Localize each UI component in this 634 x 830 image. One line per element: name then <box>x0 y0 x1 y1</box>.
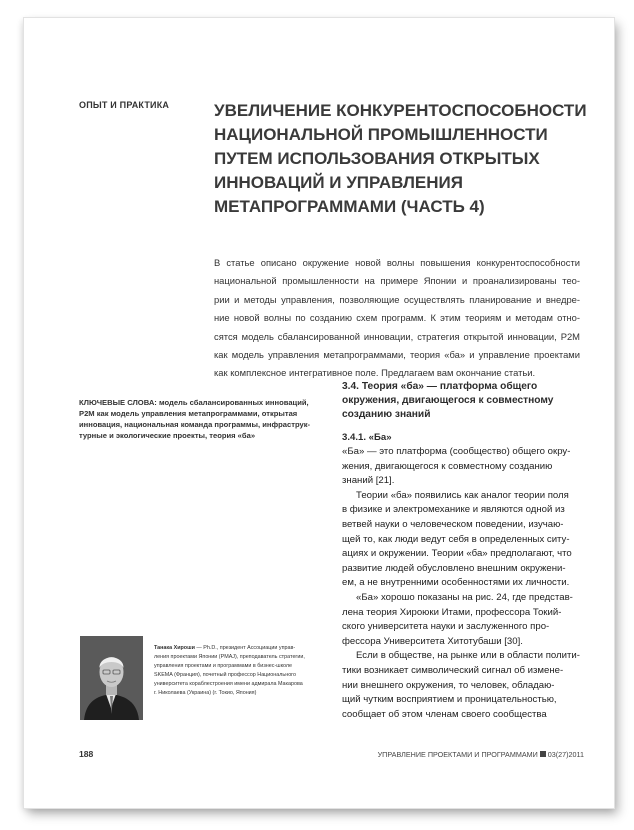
square-separator-icon <box>540 751 546 757</box>
author-photo <box>80 636 143 720</box>
title-line: МЕТАПРОГРАММАМИ (ЧАСТЬ 4) <box>214 197 485 216</box>
bio-first-line: — Ph.D., президент Ассоциации управ- <box>194 645 296 651</box>
body-line: тики возникает символический сигнал об измене- <box>342 664 564 676</box>
abstract-line: национальной промышленности на примере Японии и проанализированы тео- <box>214 275 580 287</box>
body-line: «Ба» хорошо показаны на рис. 24, где представ- <box>356 591 573 603</box>
body-line: лена теория Хироюки Итами, профессора Токий- <box>342 606 562 618</box>
body-line: ациях и окружении. Теории «ба» предполагают, что <box>342 548 572 560</box>
body-line: «Ба» — это платформа (сообщество) общего окру- <box>342 446 571 457</box>
abstract-line: как модель управления метапрограммами, теория «ба» и управление проектами <box>214 349 580 361</box>
bio-line: ления проектами Японии (PMAJ), преподаватель стратегии, <box>154 654 305 661</box>
abstract-line: ние новой волны по созданию схем программ. К этим теориям и методам отно- <box>214 312 580 324</box>
title-line: ИННОВАЦИЙ И УПРАВЛЕНИЯ <box>214 173 463 192</box>
abstract <box>214 254 580 383</box>
bio-line <box>154 644 314 653</box>
bio-line: SKEMA (Франция), почетный профессор Национального <box>154 672 297 679</box>
keywords-line: турные и экологические проекты, теория «ба» <box>79 431 256 440</box>
journal-footer <box>378 750 584 759</box>
section-heading-line: 3.4. Теория «ба» — платформа общего <box>342 381 538 392</box>
keywords-line: инновация, национальная команда программы, инфраструк- <box>79 420 311 429</box>
section-heading <box>342 380 584 422</box>
body-line: щей то, как люди ведут себя в определенных ситу- <box>342 533 570 545</box>
body-line: ветвей науки о человеческом поведении, изучаю- <box>342 518 564 530</box>
author-bio <box>154 644 314 699</box>
body-paragraph <box>342 445 584 489</box>
body-paragraph <box>342 489 584 591</box>
keywords-line: P2M как модель управления метапрограммами, открытая <box>79 409 298 418</box>
journal-page <box>24 18 614 808</box>
title-line: НАЦИОНАЛЬНОЙ ПРОМЫШЛЕННОСТИ <box>214 125 548 144</box>
body-line: в физике и электромеханике и являются одной из <box>342 504 565 516</box>
bio-line: университета кораблестроения имени адмирала Макарова <box>154 681 303 688</box>
abstract-line: сятся модель сбалансированной инновации, стратегия открытой инновации, P2M <box>214 330 580 342</box>
body-paragraph <box>342 649 584 722</box>
abstract-line: В статье описано окружение новой волны повышения конкурентоспособности <box>214 257 580 268</box>
journal-issue: 03(27)2011 <box>547 750 584 759</box>
section-heading-line: окружения, двигающегося к совместному <box>342 395 554 406</box>
body-line: ского университета науки и заслуженного про- <box>342 621 550 633</box>
body-paragraph <box>342 591 584 649</box>
body-line: знаний [21]. <box>342 475 395 487</box>
journal-name: УПРАВЛЕНИЕ ПРОЕКТАМИ И ПРОГРАММАМИ <box>377 750 538 759</box>
article-title <box>214 99 594 219</box>
body-line: нии внешнего окружения, то человек, обладаю- <box>342 679 555 691</box>
title-line: УВЕЛИЧЕНИЕ КОНКУРЕНТОСПОСОБНОСТИ <box>214 101 587 120</box>
keywords-line: КЛЮЧЕВЫЕ СЛОВА: модель сбалансированных инноваций, <box>79 398 309 407</box>
body-line: щий чутким восприятием и проницательностью, <box>342 694 557 706</box>
body-line: Если в обществе, на рынке или в области полити- <box>356 650 580 662</box>
body-line: фессора Университета Хитотубаши [30]. <box>342 635 523 647</box>
abstract-line: рии и методы управления, позволяющие осуществлять планирование и внедре- <box>214 293 580 305</box>
body-line: жения, двигающегося к совместному созданию <box>342 460 553 472</box>
section-heading-line: созданию знаний <box>342 409 431 420</box>
main-text-column <box>342 380 584 722</box>
title-line: ПУТЕМ ИСПОЛЬЗОВАНИЯ ОТКРЫТЫХ <box>214 149 540 168</box>
body-line: ем, а не внутренними особенностями их личности. <box>342 577 570 589</box>
author-name: Танака Хироши <box>154 645 195 651</box>
subsection-heading: 3.4.1. «Ба» <box>342 432 392 443</box>
abstract-line: как комплексное интегративное поле. Предлагаем вам окончание статьи. <box>214 367 536 379</box>
body-line: сообщает об этом членам своего сообщества <box>342 708 547 720</box>
section-label: ОПЫТ И ПРАКТИКА <box>79 100 170 110</box>
page-number: 188 <box>79 749 94 759</box>
bio-line: г. Николаева (Украина) (г. Токио, Япония) <box>154 690 257 697</box>
bio-line: управления проектами и программами в бизнес-школе <box>154 663 293 670</box>
body-line: развитие людей обусловлено внешним окружени- <box>342 562 566 574</box>
keywords <box>79 397 319 441</box>
body-line: Теории «ба» появились как аналог теории поля <box>356 489 569 501</box>
